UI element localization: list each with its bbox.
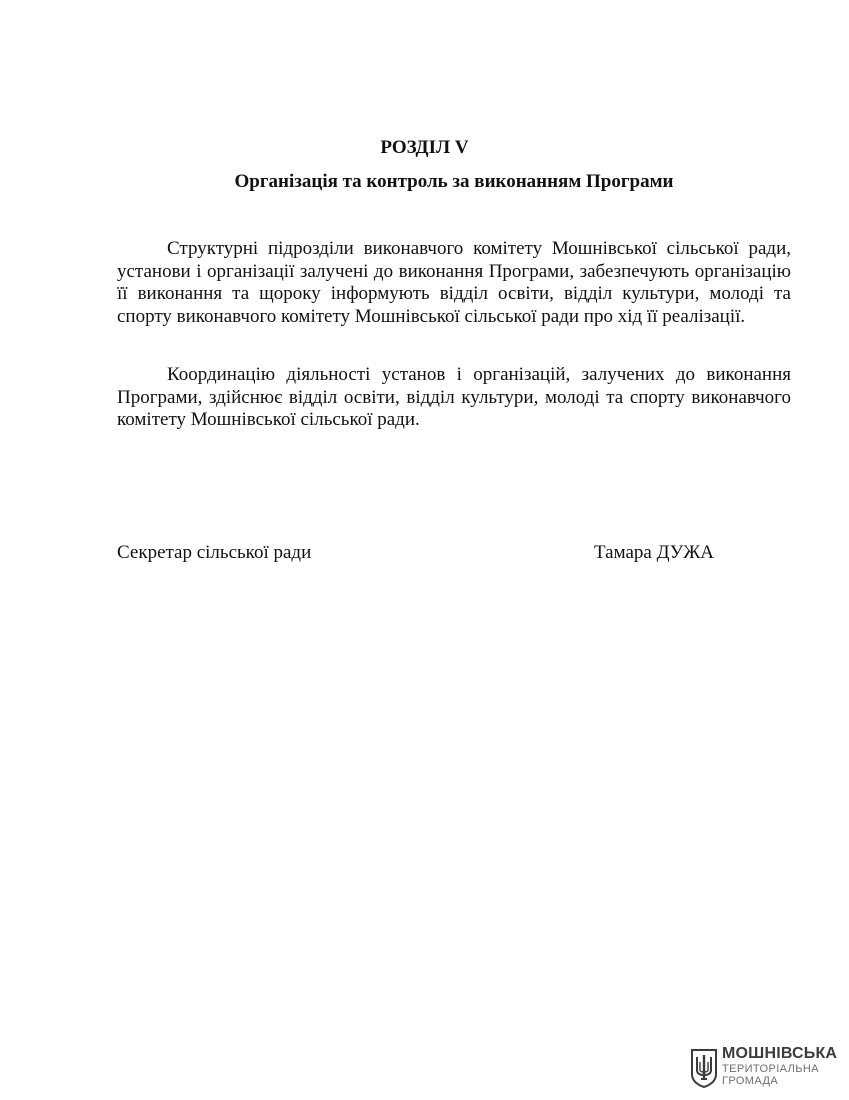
logo-subtitle-line-2: ГРОМАДА bbox=[722, 1075, 779, 1087]
trident-emblem-icon bbox=[690, 1048, 718, 1088]
signer-title: Секретар сільської ради bbox=[117, 542, 312, 563]
body-paragraph-2: Координацію діяльності установ і організацій, залучених до виконання Програми, здійснює відділ освіти, відділ культури, молоді та спорту виконавчого комітету Мошнівської сільської ради. bbox=[117, 364, 791, 431]
section-title: Організація та контроль за виконанням Програми bbox=[234, 171, 674, 192]
logo-title: МОШНІВСЬКА bbox=[722, 1045, 838, 1062]
signer-name: Тамара ДУЖА bbox=[594, 542, 714, 563]
signature-block bbox=[117, 542, 791, 566]
section-heading: РОЗДІЛ V bbox=[380, 137, 469, 158]
community-logo bbox=[690, 1046, 840, 1092]
logo-subtitle-line-1: ТЕРИТОРІАЛЬНА bbox=[722, 1063, 819, 1075]
body-paragraph-1: Структурні підрозділи виконавчого комітету Мошнівської сільської ради, установи і організації залучені до виконання Програми, забезпечують організацію її виконання та щороку інформують відділ освіти, відділ культури, молоді та спорту виконавчого комітету Мошнівської сільської ради про хід її реалізації. bbox=[117, 238, 791, 327]
